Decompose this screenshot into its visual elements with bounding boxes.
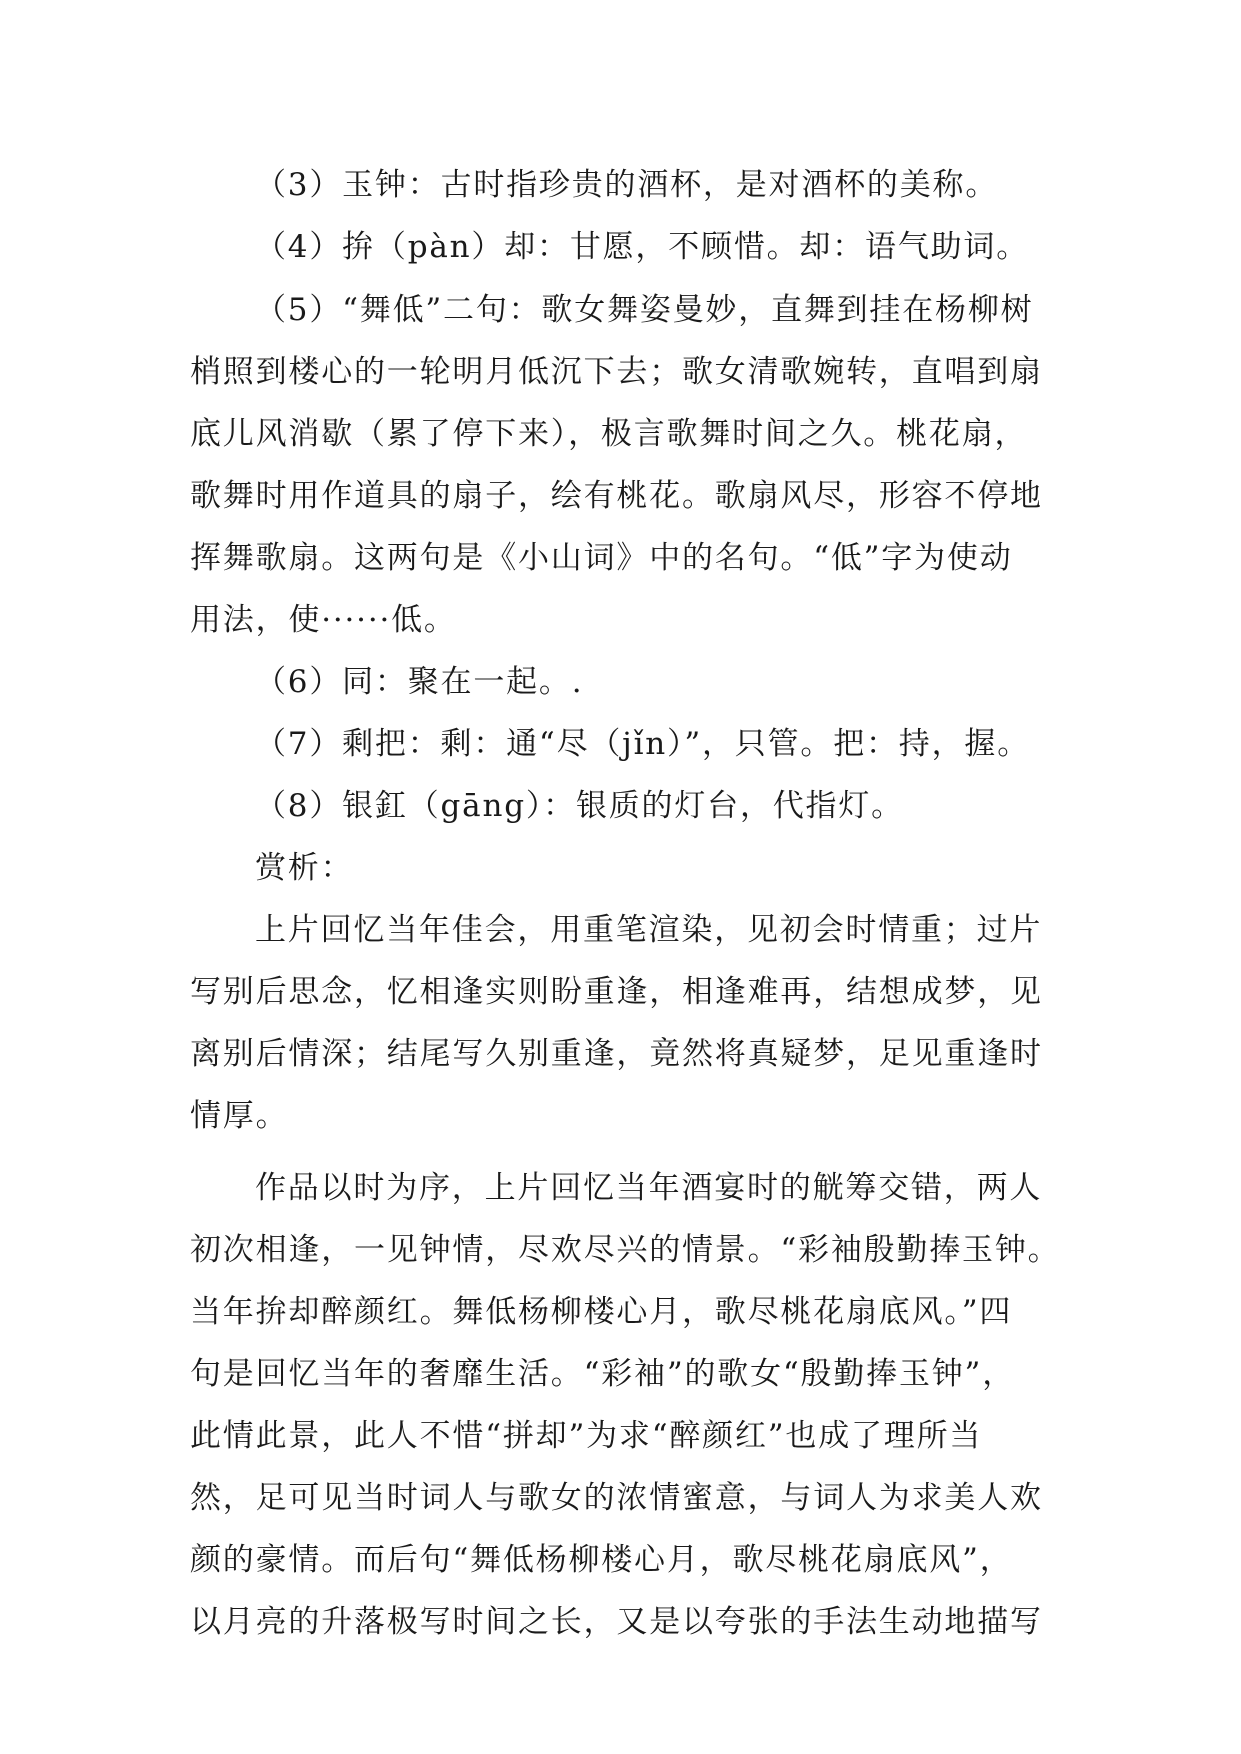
appreciation-heading: 赏析： <box>255 850 354 886</box>
paragraph-1-line-4: 情厚。 <box>190 1098 289 1134</box>
note-5-line-6: 用法，使······低。 <box>190 602 457 638</box>
note-4: （4）拚（pàn）却：甘愿，不顾惜。却：语气助词。 <box>255 229 1030 265</box>
paragraph-2-line-7: 颜的豪情。而后句“舞低杨柳楼心月，歌尽桃花扇底风”， <box>190 1542 1013 1578</box>
note-7: （7）剩把：剩：通“尽（jǐn）”，只管。把：持，握。 <box>255 726 1031 762</box>
paragraph-2-line-5: 此情此景，此人不惜“拼却”为求“醉颜红”也成了理所当 <box>190 1418 983 1454</box>
paragraph-2-line-1: 作品以时为序，上片回忆当年酒宴时的觥筹交错，两人 <box>255 1170 1043 1206</box>
note-5-line-2: 梢照到楼心的一轮明月低沉下去；歌女清歌婉转，直唱到扇 <box>190 354 1043 390</box>
note-5-line-3: 底儿风消歇（累了停下来），极言歌舞时间之久。桃花扇， <box>190 416 1028 452</box>
note-5-line-4: 歌舞时用作道具的扇子，绘有桃花。歌扇风尽，形容不停地 <box>190 478 1043 514</box>
paragraph-2-line-6: 然，足可见当时词人与歌女的浓情蜜意，与词人为求美人欢 <box>190 1480 1043 1516</box>
note-6: （6）同：聚在一起。. <box>255 664 584 700</box>
paragraph-1-line-3: 离别后情深；结尾写久别重逢，竟然将真疑梦，足见重逢时 <box>190 1036 1043 1072</box>
paragraph-2-line-2: 初次相逢，一见钟情，尽欢尽兴的情景。“彩袖殷勤捧玉钟。 <box>190 1232 1061 1268</box>
note-3: （3）玉钟：古时指珍贵的酒杯，是对酒杯的美称。 <box>255 167 999 203</box>
note-5-line-1: （5）“舞低”二句：歌女舞姿曼妙，直舞到挂在杨柳树 <box>255 292 1034 328</box>
paragraph-2-line-3: 当年拚却醉颜红。舞低杨柳楼心月，歌尽桃花扇底风。”四 <box>190 1294 1013 1330</box>
paragraph-1-line-1: 上片回忆当年佳会，用重笔渲染，见初会时情重；过片 <box>255 912 1043 948</box>
paragraph-1-line-2: 写别后思念，忆相逢实则盼重逢，相逢难再，结想成梦，见 <box>190 974 1043 1010</box>
note-5-line-5: 挥舞歌扇。这两句是《小山词》中的名句。“低”字为使动 <box>190 540 1013 576</box>
paragraph-2-line-8: 以月亮的升落极写时间之长，又是以夸张的手法生动地描写 <box>190 1604 1043 1640</box>
note-8: （8）银釭（gāng）：银质的灯台，代指灯。 <box>255 788 904 824</box>
paragraph-2-line-4: 句是回忆当年的奢靡生活。“彩袖”的歌女“殷勤捧玉钟”， <box>190 1356 1015 1392</box>
